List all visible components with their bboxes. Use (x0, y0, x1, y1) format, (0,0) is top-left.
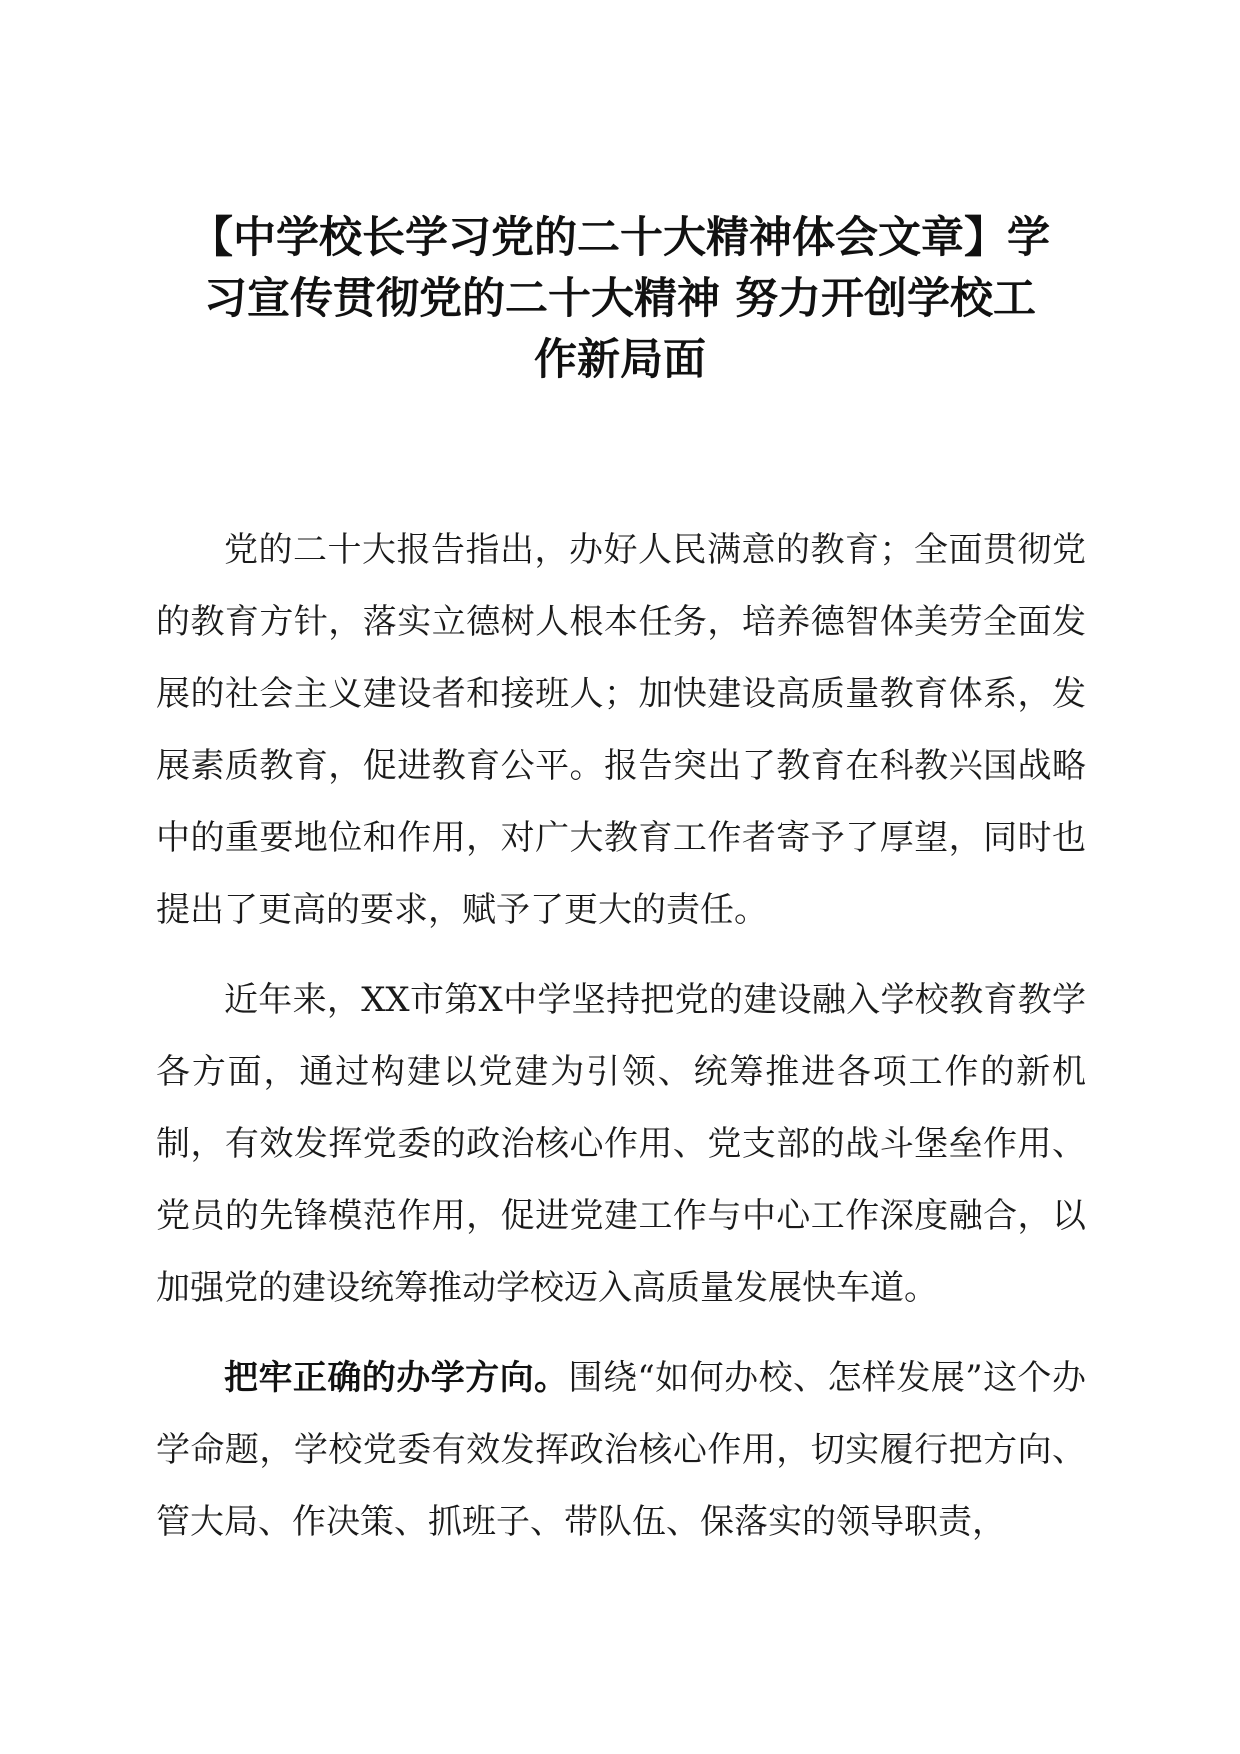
title-line-1: 【中学校长学习党的二十大精神体会文章】学 (190, 213, 1050, 263)
title-line-3: 作新局面 (534, 335, 706, 385)
document-title (150, 208, 1090, 391)
paragraph-2: 近年来，XX市第X中学坚持把党的建设融入学校教育教学各方面，通过构建以党建为引领、统筹推进各项工作的新机制，有效发挥党委的政治核心作用、党支部的战斗堡垒作用、党员的先锋模范作用，促进党建工作与中心工作深度融合，以加强党的建设统筹推动学校迈入高质量发展快车道。 (156, 980, 1086, 1308)
title-line-2: 习宣传贯彻党的二十大精神 努力开创学校工 (204, 274, 1036, 324)
paragraph-3 (156, 1342, 1086, 1558)
paragraph-1: 党的二十大报告指出，办好人民满意的教育；全面贯彻党的教育方针，落实立德树人根本任务，培养德智体美劳全面发展的社会主义建设者和接班人；加快建设高质量教育体系，发展素质教育，促进教育公平。报告突出了教育在科教兴国战略中的重要地位和作用，对广大教育工作者寄予了厚望，同时也提出了更高的要求，赋予了更大的责任。 (156, 530, 1086, 930)
paragraph-3-lead-heading: 把牢正确的办学方向。 (224, 1358, 569, 1398)
paragraph-3-text: 围绕“如何办校、怎样发展”这个办学命题，学校党委有效发挥政治核心作用，切实履行把方向、管大局、作决策、抓班子、带队伍、保落实的领导职责， (156, 1358, 1087, 1542)
